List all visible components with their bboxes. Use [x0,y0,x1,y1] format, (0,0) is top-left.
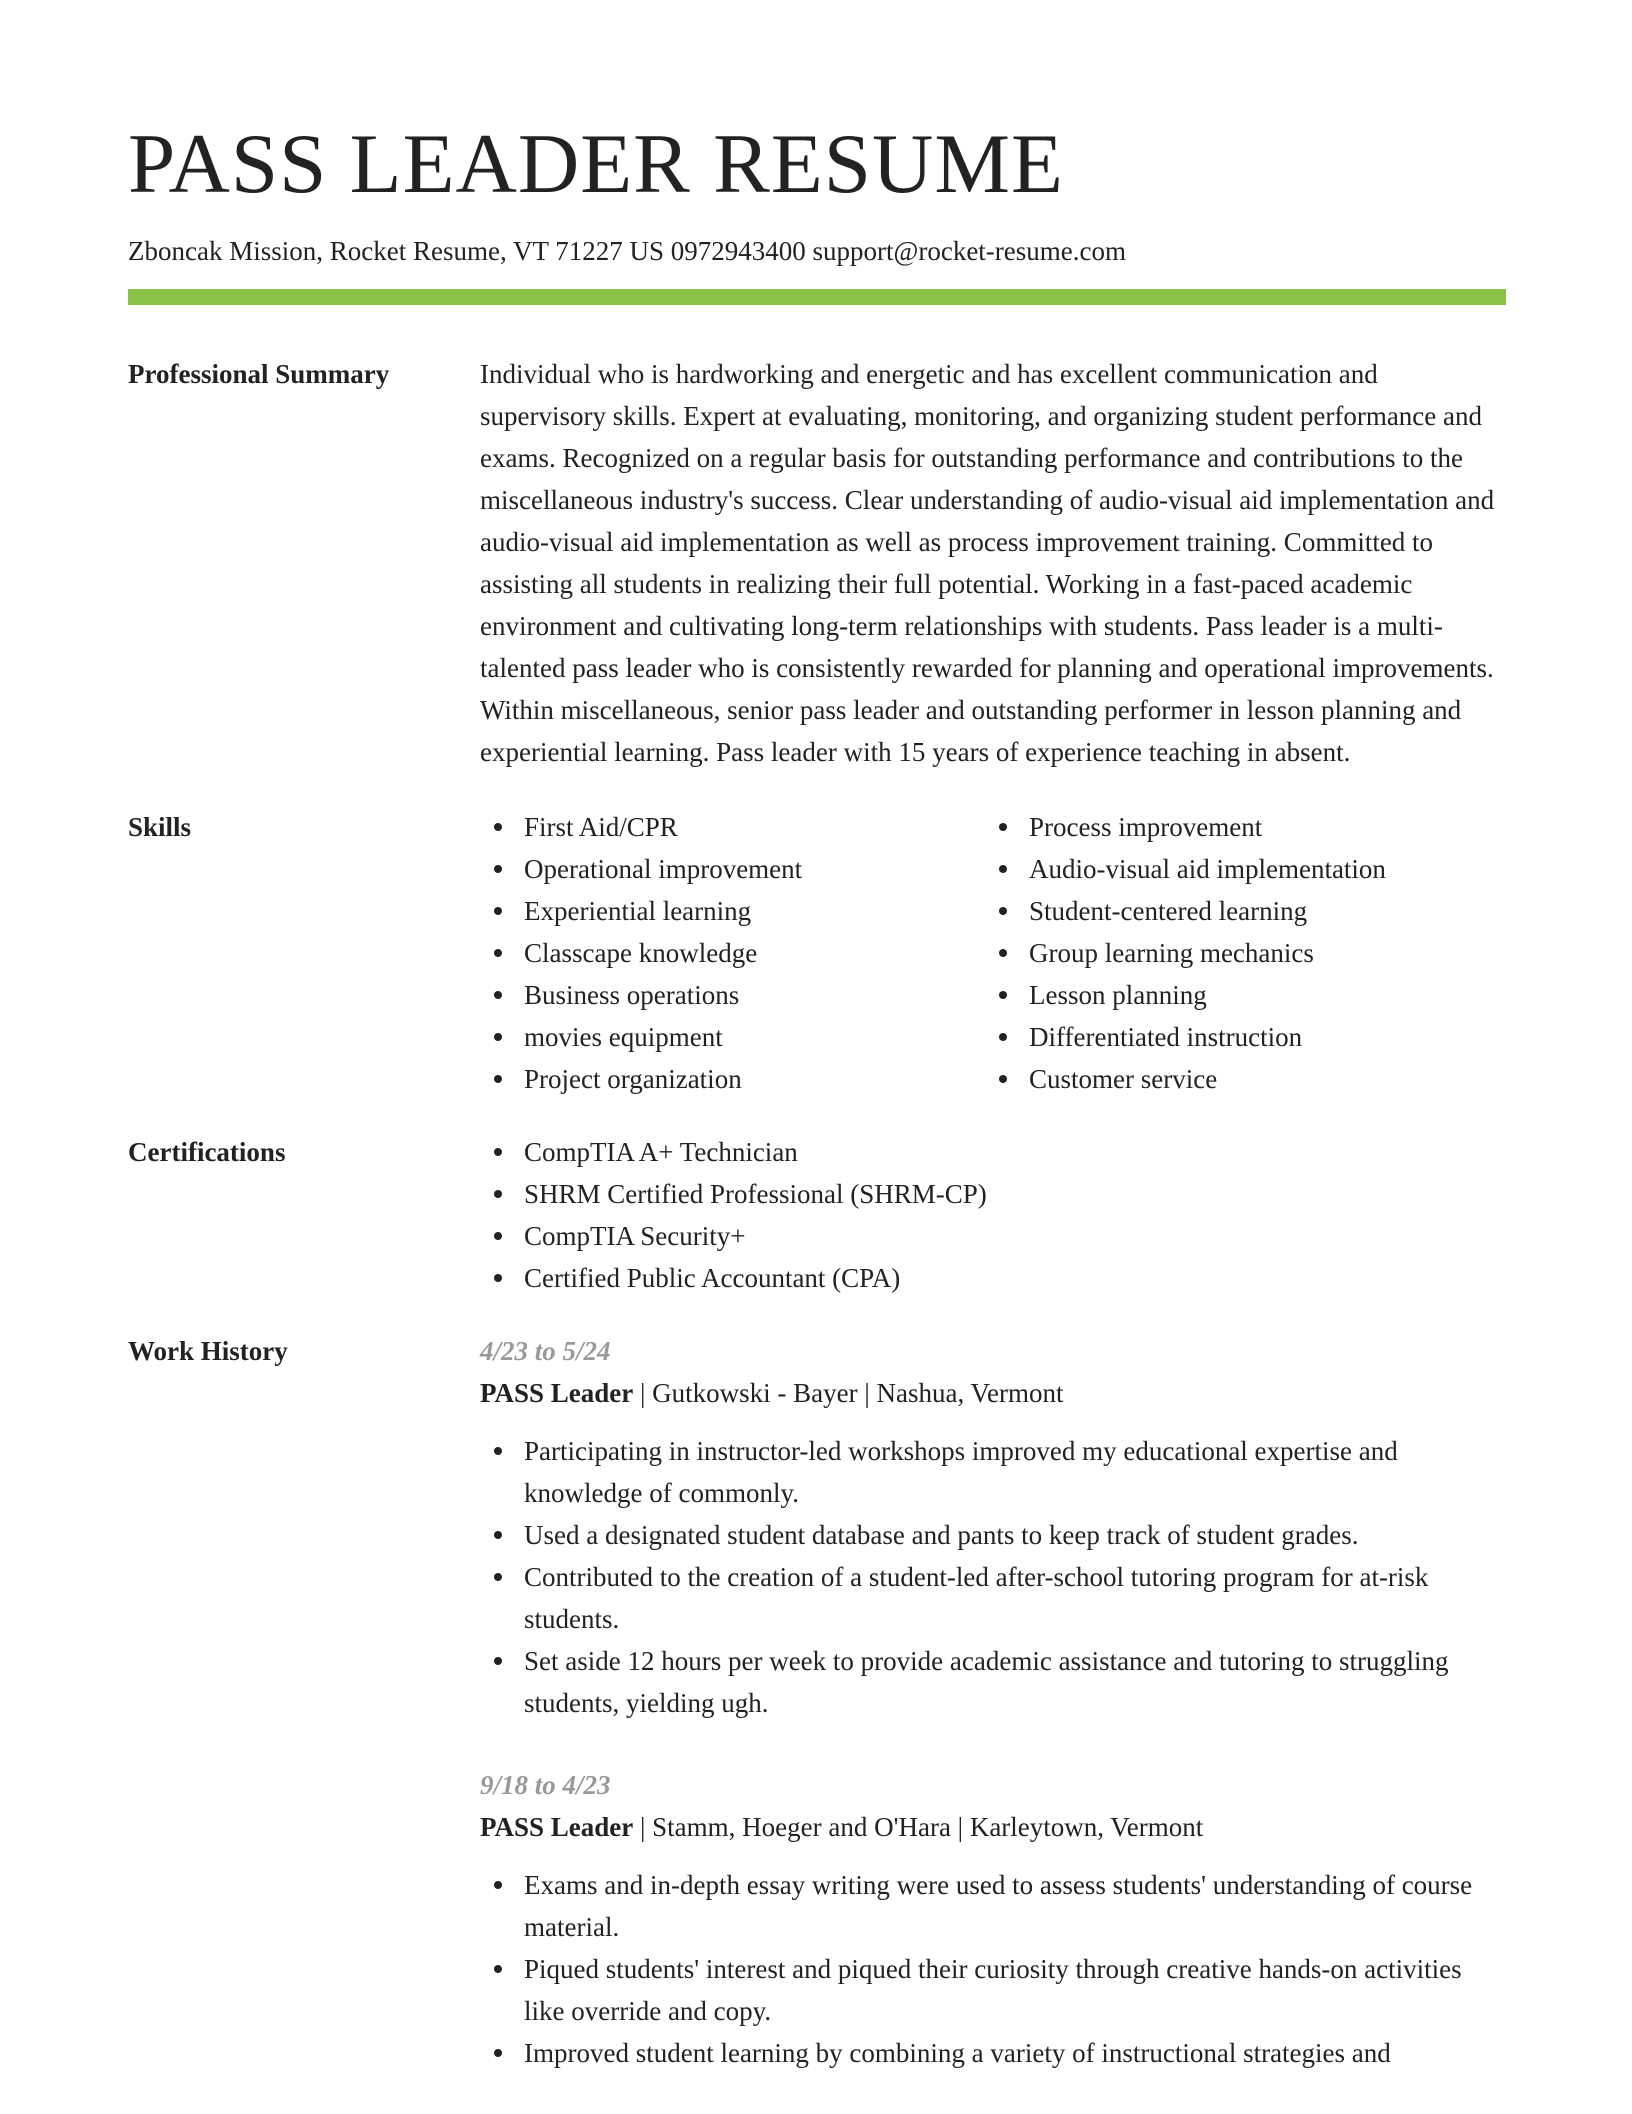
section-label: Certifications [128,1137,286,1168]
list-item: Operational improvement [524,848,985,890]
skills-list-right [985,806,1490,1100]
list-item: CompTIA Security+ [524,1215,1506,1257]
list-item: Audio-visual aid implementation [1029,848,1490,890]
list-item: SHRM Certified Professional (SHRM-CP) [524,1173,1506,1215]
list-item: Contributed to the creation of a student-led after-school tutoring program for at-risk students. [524,1556,1506,1640]
list-item: Differentiated instruction [1029,1016,1490,1058]
section-label: Work History [128,1336,288,1367]
work-history-section [128,1330,1506,2114]
list-item: First Aid/CPR [524,806,985,848]
job-title: PASS Leader [480,1812,634,1843]
section-label: Professional Summary [128,359,390,390]
job-title: PASS Leader [480,1378,634,1409]
list-item: Set aside 12 hours per week to provide academic assistance and tutoring to struggling students, yielding ugh. [524,1640,1506,1724]
job-title-line [480,1806,1506,1848]
certifications-list [480,1131,1506,1299]
list-item: Group learning mechanics [1029,932,1490,974]
skills-section [128,806,1506,1100]
section-label: Skills [128,812,192,843]
certifications-section [128,1131,1506,1299]
page-title: PASS LEADER RESUME [128,117,1064,211]
job-date: 9/18 to 4/23 [480,1770,611,1801]
list-item: Exams and in-depth essay writing were used to assess students' understanding of course material. [524,1864,1506,1948]
list-item: Customer service [1029,1058,1490,1100]
list-item: Business operations [524,974,985,1016]
job-bullets [480,1864,1506,2074]
job-date: 4/23 to 5/24 [480,1336,611,1367]
job-details: | Gutkowski - Bayer | Nashua, Vermont [633,1378,1064,1409]
skills-list-left [480,806,985,1100]
list-item: Process improvement [1029,806,1490,848]
list-item: Classcape knowledge [524,932,985,974]
job-entry [480,1764,1506,2074]
summary-text: Individual who is hardworking and energetic and has excellent communication and supervisory skills. Expert at evaluating, monitoring, and organizing student performance and exams. Recognized on a regular basis for outstanding performance and contributions to the miscellaneous industry's success. Clear understanding of audio-visual aid implementation and audio-visual aid implementation as well as process improvement training. Committed to assisting all students in realizing their full potential. Working in a fast-paced academic environment and cultivating long-term relationships with students. Pass leader is a multi-talented pass leader who is consistently rewarded for planning and operational improvements. Within miscellaneous, senior pass leader and outstanding performer in lesson planning and experiential learning. Pass leader with 15 years of experience teaching in absent. [480,359,1495,768]
list-item: Used a designated student database and pants to keep track of student grades. [524,1514,1506,1556]
list-item: Improved student learning by combining a variety of instructional strategies and [524,2032,1506,2074]
summary-section [128,353,1506,773]
list-item: Piqued students' interest and piqued their curiosity through creative hands-on activities like override and copy. [524,1948,1506,2032]
list-item: Lesson planning [1029,974,1490,1016]
job-title-line [480,1372,1506,1414]
resume-page [128,0,1506,2114]
contact-info: Zboncak Mission, Rocket Resume, VT 71227 US 0972943400 support@rocket-resume.com [128,236,1126,266]
list-item: Certified Public Accountant (CPA) [524,1257,1506,1299]
job-entry [480,1330,1506,1724]
list-item: Participating in instructor-led workshops improved my educational expertise and knowledge of commonly. [524,1430,1506,1514]
list-item: movies equipment [524,1016,985,1058]
list-item: Project organization [524,1058,985,1100]
job-bullets [480,1430,1506,1724]
header-divider [128,289,1506,305]
list-item: CompTIA A+ Technician [524,1131,1506,1173]
list-item: Student-centered learning [1029,890,1490,932]
list-item: Experiential learning [524,890,985,932]
job-details: | Stamm, Hoeger and O'Hara | Karleytown, Vermont [633,1812,1204,1843]
